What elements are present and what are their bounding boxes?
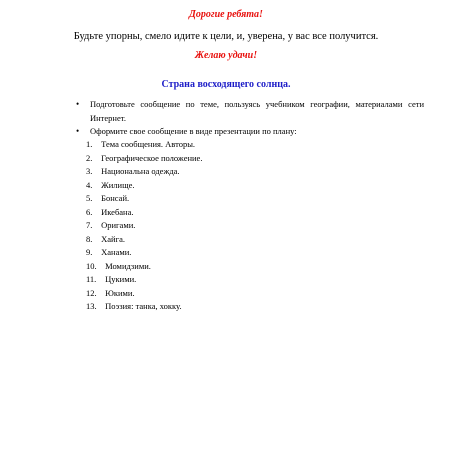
motto-text: Будьте упорны, смело идите к цели, и, уверена, у вас все получится. bbox=[73, 31, 379, 42]
plan-item-number: 11. bbox=[86, 274, 97, 284]
plan-item-text: Хайга. bbox=[101, 233, 125, 244]
plan-item-text: Икебана. bbox=[101, 206, 134, 217]
plan-item-number: 4. bbox=[86, 179, 93, 190]
instruction-item bbox=[74, 98, 424, 125]
plan-item bbox=[86, 287, 202, 301]
plan-item-text: Оригами. bbox=[101, 220, 136, 230]
plan-item-number: 8. bbox=[86, 233, 93, 244]
document-title: Страна восходящего солнца. bbox=[161, 79, 291, 90]
plan-item-text: Тема сообщения. Авторы. bbox=[101, 139, 196, 149]
plan-item-text: Поэзия: танка, хокку. bbox=[105, 301, 182, 311]
plan-item-number: 3. bbox=[86, 166, 93, 176]
bullet-dot-icon: • bbox=[76, 99, 80, 109]
plan-item bbox=[86, 192, 202, 206]
plan-item bbox=[86, 300, 202, 314]
presentation-plan-list bbox=[86, 138, 202, 314]
plan-item-number: 2. bbox=[86, 152, 93, 163]
plan-item bbox=[86, 138, 202, 152]
plan-item bbox=[86, 165, 202, 179]
plan-item bbox=[86, 206, 202, 220]
plan-item-text: Юкими. bbox=[105, 287, 135, 298]
plan-item bbox=[86, 273, 202, 287]
plan-item-text: Бонсай. bbox=[101, 193, 130, 203]
plan-item bbox=[86, 246, 202, 260]
plan-item bbox=[86, 179, 202, 193]
bullet-dot-icon: • bbox=[76, 126, 80, 136]
instruction-item bbox=[74, 125, 424, 139]
plan-item-number: 1. bbox=[86, 139, 93, 149]
plan-item-text: Жилище. bbox=[101, 179, 135, 190]
plan-item bbox=[86, 233, 202, 247]
plan-item-text: Цукими. bbox=[105, 274, 137, 284]
plan-item-number: 13. bbox=[86, 301, 97, 311]
plan-item-text: Географическое положение. bbox=[101, 152, 203, 163]
instruction-text: Подготовьте сообщение по теме, пользуясь учебником географии, материалами сети Интернет. bbox=[90, 99, 424, 123]
plan-item-number: 6. bbox=[86, 206, 93, 217]
plan-item bbox=[86, 219, 202, 233]
plan-item-text: Ханами. bbox=[101, 247, 132, 257]
plan-item-number: 9. bbox=[86, 247, 93, 257]
plan-item-text: Национальна одежда. bbox=[101, 166, 180, 176]
plan-item-text: Момидзими. bbox=[105, 260, 151, 271]
plan-item bbox=[86, 260, 202, 274]
plan-item-number: 7. bbox=[86, 220, 93, 230]
plan-item-number: 12. bbox=[86, 287, 97, 298]
plan-item-number: 5. bbox=[86, 193, 93, 203]
wish-heading: Желаю удачи! bbox=[194, 50, 258, 61]
greeting-heading: Дорогие ребята! bbox=[189, 9, 263, 20]
plan-item-number: 10. bbox=[86, 260, 97, 271]
instructions-list bbox=[74, 98, 424, 139]
plan-item bbox=[86, 152, 202, 166]
instruction-text: Оформите свое сообщение в виде презентации по плану: bbox=[90, 126, 297, 136]
